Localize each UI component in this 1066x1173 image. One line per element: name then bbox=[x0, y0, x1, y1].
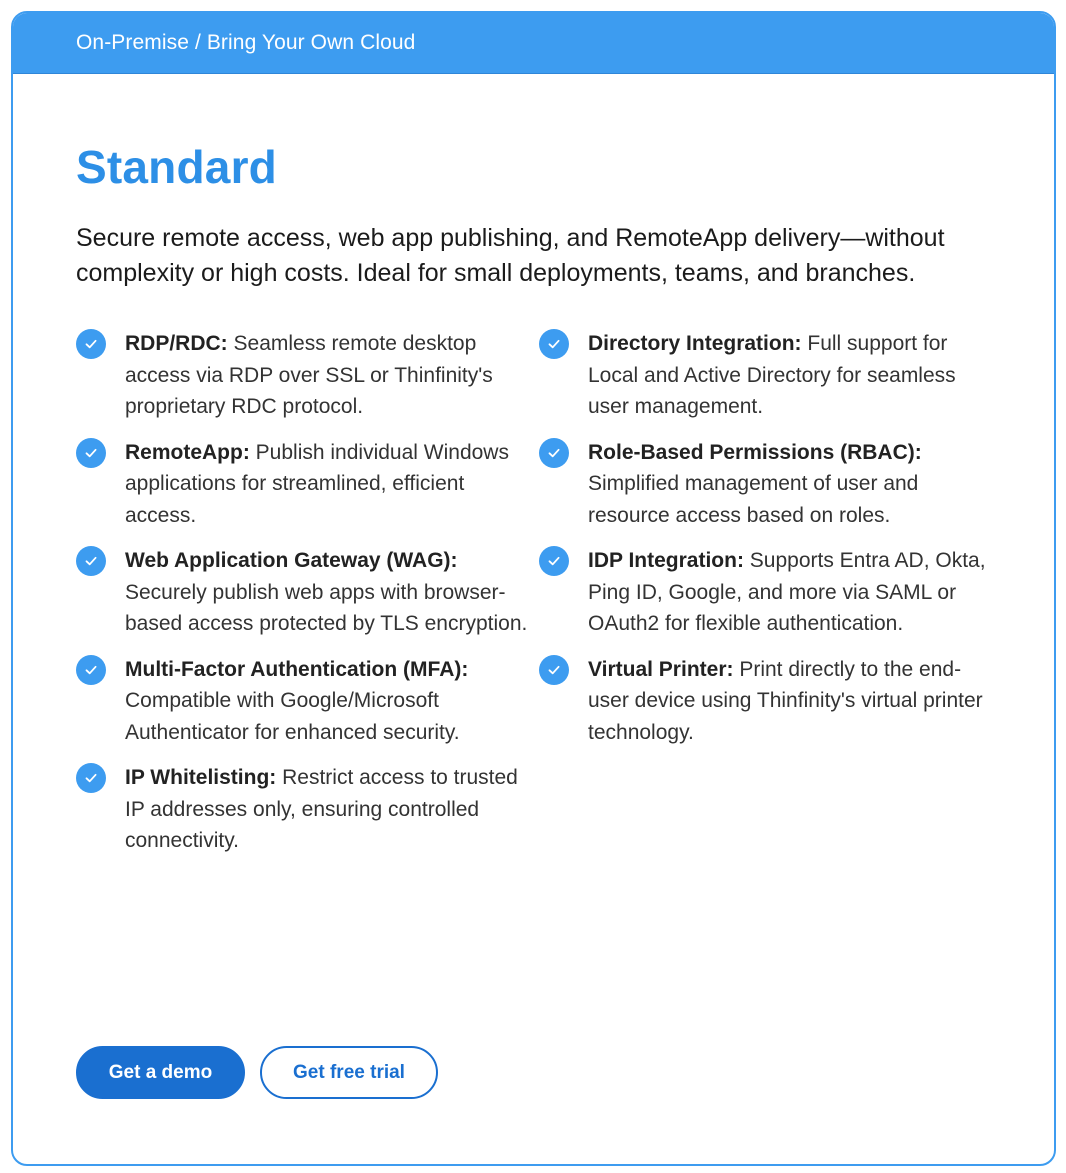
deployment-label: On-Premise / Bring Your Own Cloud bbox=[76, 31, 416, 54]
feature-item bbox=[76, 328, 536, 423]
feature-name: Web Application Gateway (WAG): bbox=[125, 549, 458, 572]
check-circle-icon bbox=[76, 329, 106, 359]
feature-text: Compatible with Google/Microsoft Authenticator for enhanced security. bbox=[125, 689, 460, 744]
pricing-card bbox=[11, 11, 1056, 1166]
feature-text: Print directly to the end-user device using Thinfinity's virtual printer technology. bbox=[588, 657, 983, 744]
feature-name: IP Whitelisting: bbox=[125, 766, 277, 789]
plan-description: Secure remote access, web app publishing, and RemoteApp delivery—without complexity or high costs. Ideal for small deployments, teams, and branches. bbox=[76, 224, 945, 287]
feature-text: Seamless remote desktop access via RDP over SSL or Thinfinity's proprietary RDC protocol. bbox=[125, 332, 493, 418]
feature-item bbox=[539, 545, 999, 640]
feature-name: RemoteApp: bbox=[125, 440, 250, 464]
check-circle-icon bbox=[76, 655, 106, 685]
feature-item bbox=[76, 654, 536, 749]
feature-item bbox=[539, 328, 999, 423]
feature-name: Multi-Factor Authentication (MFA): bbox=[125, 657, 469, 681]
check-circle-icon bbox=[539, 329, 569, 359]
feature-item bbox=[539, 654, 999, 749]
feature-name: Virtual Printer: bbox=[588, 657, 734, 681]
feature-name: Role-Based Permissions (RBAC): bbox=[588, 440, 922, 464]
get-free-trial-button[interactable]: Get free trial bbox=[260, 1046, 438, 1099]
check-circle-icon bbox=[539, 546, 569, 576]
feature-item bbox=[539, 437, 999, 532]
feature-text: Supports Entra AD, Okta, Ping ID, Google, and more via SAML or OAuth2 for flexible authentication. bbox=[588, 549, 986, 635]
feature-item bbox=[76, 437, 536, 532]
check-circle-icon bbox=[76, 438, 106, 468]
feature-name: IDP Integration: bbox=[588, 549, 744, 572]
feature-name: Directory Integration: bbox=[588, 332, 802, 355]
get-demo-button[interactable]: Get a demo bbox=[76, 1046, 245, 1099]
feature-text: Full support for Local and Active Directory for seamless user management. bbox=[588, 332, 956, 418]
feature-column-right bbox=[539, 328, 999, 762]
cta-buttons bbox=[76, 1046, 438, 1099]
feature-text: Restrict access to trusted IP addresses only, ensuring controlled connectivity. bbox=[125, 766, 518, 852]
check-circle-icon bbox=[76, 546, 106, 576]
feature-item bbox=[76, 545, 536, 640]
check-circle-icon bbox=[539, 438, 569, 468]
feature-text: Publish individual Windows applications for streamlined, efficient access. bbox=[125, 440, 509, 527]
feature-text: Simplified management of user and resource access based on roles. bbox=[588, 472, 919, 527]
check-circle-icon bbox=[76, 763, 106, 793]
check-circle-icon bbox=[539, 655, 569, 685]
feature-item bbox=[76, 762, 536, 857]
card-header bbox=[13, 13, 1054, 74]
feature-name: RDP/RDC: bbox=[125, 332, 228, 355]
feature-column-left bbox=[76, 328, 536, 871]
plan-title: Standard bbox=[76, 141, 277, 193]
feature-text: Securely publish web apps with browser-based access protected by TLS encryption. bbox=[125, 580, 528, 635]
